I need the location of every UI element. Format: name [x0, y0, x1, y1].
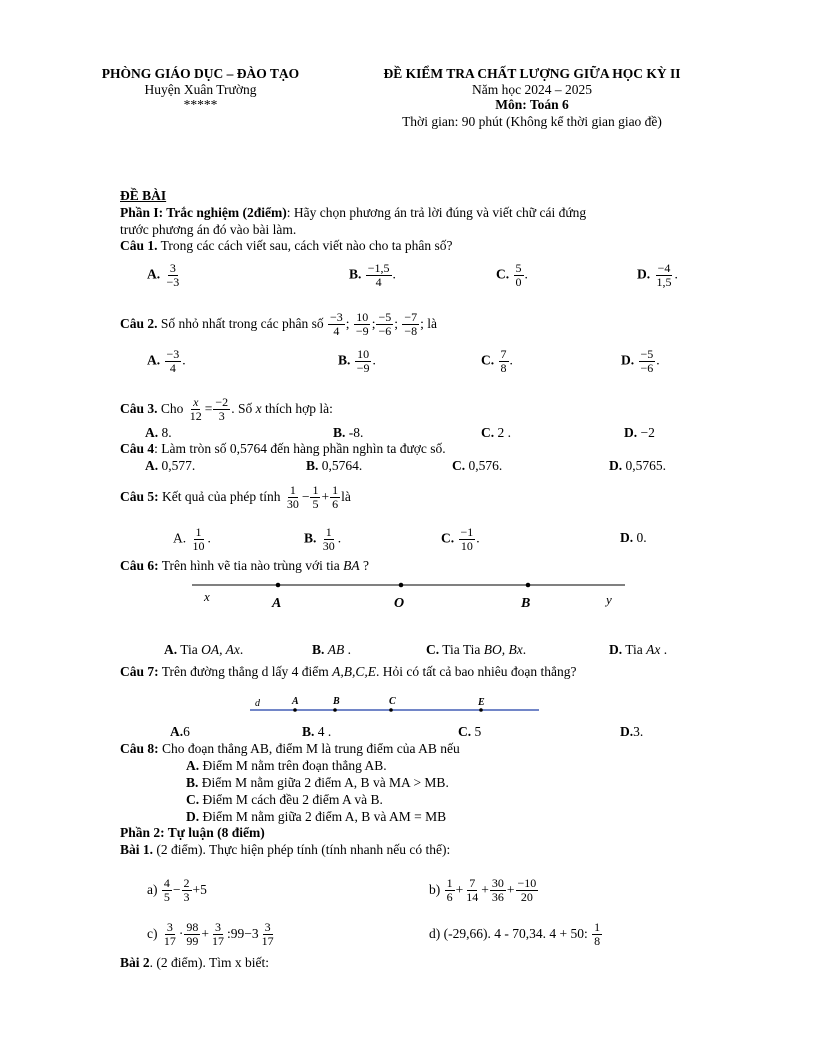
fraction	[310, 484, 320, 511]
header-left-line3: *****	[183, 97, 218, 112]
q3-stem	[120, 392, 333, 426]
q7-points: A,B,C,E	[332, 664, 376, 679]
den: 17	[212, 934, 224, 949]
q3-pre: Cho	[157, 401, 187, 416]
num: 30	[491, 876, 504, 891]
den: 6	[446, 890, 453, 905]
opt-label: D.	[609, 642, 623, 657]
point-b-label: B	[333, 696, 340, 707]
opt-label: B.	[338, 352, 351, 368]
header-left-line2: Huyện Xuân Trường	[144, 82, 257, 97]
den: −3	[166, 275, 180, 289]
num: 5	[515, 261, 522, 275]
opt-label: C.	[458, 724, 472, 739]
opt-label: B.	[333, 425, 346, 440]
fraction	[330, 484, 340, 511]
q1-label: Câu 1.	[120, 238, 158, 253]
opt-value: 2 .	[494, 425, 511, 440]
fraction	[402, 311, 419, 338]
opt-label: B.	[304, 530, 317, 546]
q3-option-c[interactable]	[481, 425, 511, 441]
q6-figure	[180, 574, 640, 614]
opt-label: C.	[481, 352, 495, 368]
opt-value: Tia	[622, 642, 647, 657]
q7-option-d[interactable]	[620, 724, 643, 740]
point-y-label: y	[606, 592, 612, 607]
opt-value: 5	[471, 724, 482, 739]
eq: =	[204, 401, 213, 416]
fraction	[655, 262, 674, 289]
den: 4	[375, 275, 382, 289]
fraction	[459, 526, 476, 553]
fraction	[499, 348, 509, 375]
q6-ray: BA	[343, 558, 360, 573]
num: 1	[312, 483, 319, 498]
part1-instr2: trước phương án đó vào bài làm.	[120, 222, 297, 237]
den: 4	[333, 324, 340, 339]
fraction	[182, 877, 192, 904]
q3-option-d[interactable]	[624, 425, 655, 441]
q2-option-d[interactable]: D. $\frac{-5}{-6}$ .	[621, 347, 660, 375]
opt-value: Tia	[177, 642, 202, 657]
opt-value: −2	[637, 425, 655, 440]
q3-text: . Số	[231, 401, 256, 416]
bai1-a: a) $\frac{4}{5}$ − $\frac{2}{3}$ +5	[147, 876, 207, 905]
den: 8	[594, 934, 601, 949]
fraction	[165, 262, 182, 289]
num: 1	[325, 525, 332, 539]
fraction	[321, 526, 337, 553]
den: −9	[356, 361, 370, 375]
den: 20	[520, 890, 533, 905]
q5-text: Kết quả của phép tính	[158, 489, 284, 504]
bai2-text: . (2 điểm). Tìm x biết:	[149, 955, 269, 970]
point-e-dot	[479, 708, 483, 712]
den: −6	[640, 361, 654, 375]
item-label: a)	[147, 882, 158, 897]
num: −10	[517, 876, 537, 891]
header-right-line4: Thời gian: 90 phút (Không kể thời gian giao đề)	[402, 114, 662, 129]
num: 10	[356, 310, 369, 325]
fraction	[376, 311, 393, 338]
num: 1	[332, 483, 339, 498]
num: 1	[289, 483, 296, 498]
header-right-line1: ĐỀ KIỂM TRA CHẤT LƯỢNG GIỮA HỌC KỲ II	[383, 66, 681, 81]
fraction	[639, 348, 656, 375]
q7-text: Trên đường thẳng d lấy 4 điểm	[158, 664, 333, 679]
num: 1	[594, 920, 601, 935]
point-b-label: B	[521, 596, 531, 611]
fraction	[165, 348, 182, 375]
num: −2	[215, 395, 229, 410]
q1-stem	[120, 238, 453, 254]
fraction	[464, 877, 480, 904]
fraction	[354, 311, 371, 338]
point-a-dot	[276, 583, 281, 588]
opt-value: Điểm M nằm trên đoạn thẳng AB.	[199, 758, 387, 773]
num: 2	[183, 876, 190, 891]
opt-value: 0,5764.	[318, 458, 363, 473]
opt-label: B.	[349, 266, 362, 282]
opt-label: A.	[147, 352, 161, 368]
q1-option-d[interactable]	[637, 262, 678, 289]
num: 3	[169, 261, 176, 275]
q2-tail: ; là	[420, 316, 438, 331]
den: 17	[163, 934, 176, 949]
opt-label: B.	[312, 642, 325, 657]
q2-stem: Câu 2. Số nhỏ nhất trong các phân số $\frac{-3}{4}$ ; $\frac{10}{-9}$ ; $\frac{-5}{-6}$ ; $\frac{-7}{-8}$ ; là	[120, 310, 438, 339]
num: 3	[166, 920, 173, 935]
fraction	[162, 877, 172, 904]
opt-label: A.	[173, 530, 187, 546]
num: −5	[640, 347, 654, 361]
point-e-label: E	[478, 697, 485, 708]
item-label: b)	[429, 882, 441, 897]
item-label: d)	[429, 926, 441, 941]
q8-option-b[interactable]	[186, 775, 449, 791]
opt-value: Điểm M nằm giữa 2 điểm A, B và AM = MB	[199, 809, 447, 824]
q5-option-c[interactable]: C. $\frac{-1}{10}$ .	[441, 525, 480, 553]
q6-q: ?	[359, 558, 370, 573]
den: 30	[322, 539, 335, 553]
c-mid: :99−3	[227, 926, 259, 941]
opt-label: A.	[170, 724, 184, 739]
opt-label: A.	[145, 458, 159, 473]
opt-value-math: AB	[327, 642, 345, 657]
num: −5	[378, 310, 392, 325]
fraction	[490, 877, 506, 904]
item-label: c)	[147, 926, 158, 941]
point-a-label: A	[292, 696, 299, 707]
fraction	[188, 396, 204, 423]
q1-option-c[interactable]	[496, 262, 528, 289]
opt-value: 3.	[633, 724, 644, 739]
opt-label: A.	[145, 425, 159, 440]
opt-value: Tia Tia	[439, 642, 484, 657]
bai1-d	[429, 917, 603, 951]
q1-option-b[interactable]	[349, 262, 396, 289]
q6-text: Trên hình vẽ tia nào trùng với tia	[158, 558, 344, 573]
num: −3	[329, 310, 343, 325]
q7-stem	[120, 664, 577, 680]
opt-label: D.	[621, 352, 635, 368]
q3-var: x	[255, 401, 262, 416]
num: 10	[357, 347, 370, 361]
fraction	[184, 921, 200, 948]
bai2-label: Bài 2	[120, 955, 150, 970]
opt-label: D.	[624, 425, 638, 440]
q7-option-a[interactable]	[170, 724, 190, 740]
q3-label: Câu 3.	[120, 401, 158, 416]
num: 7	[500, 347, 507, 361]
num: 7	[469, 876, 476, 891]
opt-value: 0,577.	[158, 458, 196, 473]
header-left-line1: PHÒNG GIÁO DỤC – ĐÀO TẠO	[101, 66, 300, 81]
part1-instr1: : Hãy chọn phương án trả lời đúng và viết chữ cái đứng	[286, 205, 587, 220]
bai1-stem	[120, 842, 450, 858]
suffix: .	[674, 266, 678, 282]
opt-value: 8.	[158, 425, 172, 440]
den: 99	[186, 934, 199, 949]
fraction	[162, 921, 178, 948]
den: 4	[169, 361, 176, 375]
den: −9	[355, 324, 369, 339]
den: 1,5	[656, 275, 672, 289]
fraction	[210, 921, 226, 948]
num: −3	[166, 347, 180, 361]
opt-value-math: OA, Ax	[201, 642, 240, 657]
opt-label: A.	[147, 266, 161, 282]
den: 12	[189, 409, 202, 424]
opt-value: 0,5765.	[622, 458, 666, 473]
opt-label: D.	[637, 266, 651, 282]
num: −1,5	[367, 261, 390, 275]
q8-stem	[120, 741, 460, 757]
q6-option-c[interactable]: C. Tia Tia BO, Bx.	[426, 642, 527, 657]
q8-label: Câu 8:	[120, 741, 159, 756]
part1-instruction	[120, 205, 586, 221]
den: 36	[491, 890, 504, 905]
q3-option-a[interactable]	[145, 425, 172, 441]
opt-label: D.	[620, 724, 634, 739]
bai1-c: c) $\frac{3}{17}$ · $\frac{98}{99}$ + $\frac{3}{17}$ :99−3 $\frac{3}{17}$	[147, 920, 274, 949]
q4-stem	[120, 441, 446, 457]
a-tail: +5	[192, 882, 207, 897]
den: 30	[286, 497, 299, 512]
q5-option-a[interactable]: A. $\frac{1}{10}$ .	[173, 525, 211, 553]
point-c-label: C	[389, 696, 396, 707]
opt-label: C.	[496, 266, 510, 282]
opt-label: A.	[164, 642, 178, 657]
num: 3	[215, 920, 221, 935]
num: 4	[163, 876, 170, 891]
q8-option-a[interactable]	[186, 758, 387, 774]
opt-label: B.	[186, 775, 199, 790]
q3-option-b[interactable]	[333, 425, 363, 441]
fraction	[366, 262, 392, 289]
point-x-label: x	[204, 589, 210, 604]
q7-figure	[248, 692, 548, 716]
q6-option-d[interactable]: D. Tia Ax .	[609, 642, 668, 657]
q6-option-a[interactable]: A. Tia OA, Ax.	[164, 642, 244, 657]
header-right-line3: Môn: Toán 6	[495, 97, 569, 112]
q2-option-b[interactable]: B. $\frac{10}{-9}$ .	[338, 347, 376, 375]
fraction	[191, 526, 207, 553]
q1-text: Trong các cách viết sau, cách viết nào cho ta phân số?	[157, 238, 453, 253]
bai1-label: Bài 1.	[120, 842, 154, 857]
q1-option-a[interactable]	[147, 262, 182, 289]
den: 8	[500, 361, 507, 375]
q7-label: Câu 7:	[120, 664, 159, 679]
fraction	[514, 262, 524, 289]
q4-label: Câu 4	[120, 441, 155, 456]
fraction	[260, 921, 276, 948]
fraction	[516, 877, 539, 904]
den: 3	[218, 409, 225, 424]
suffix: .	[392, 266, 396, 282]
q5-stem: Câu 5: Kết quả của phép tính $\frac{1}{30}$ − $\frac{1}{5}$ + $\frac{1}{6}$ là	[120, 483, 351, 512]
num: 98	[186, 920, 199, 935]
point-c-dot	[389, 708, 393, 712]
point-b-dot	[333, 708, 337, 712]
d-expr: (-29,66). 4 - 70,34. 4 + 50:	[440, 926, 592, 941]
q4-option-c[interactable]	[452, 458, 502, 474]
opt-value: 0.	[633, 530, 647, 545]
point-o-dot	[399, 583, 404, 588]
opt-label: D.	[186, 809, 200, 824]
line-d-label: d	[255, 698, 260, 709]
num: −1	[460, 525, 474, 539]
den: 3	[183, 890, 190, 905]
point-a-label: A	[272, 596, 282, 611]
fraction	[328, 311, 345, 338]
opt-label: B.	[302, 724, 315, 739]
opt-label: C.	[481, 425, 495, 440]
bai1-text: (2 điểm). Thực hiện phép tính (tính nhanh nếu có thể):	[153, 842, 451, 857]
q6-stem	[120, 558, 369, 574]
den: 5	[163, 890, 170, 905]
bai2-stem	[120, 955, 269, 971]
fraction	[355, 348, 372, 375]
part1-title: Phần I: Trắc nghiệm (2điểm)	[120, 205, 287, 220]
num: 3	[264, 920, 271, 935]
q7-text2: . Hỏi có tất cả bao nhiêu đoạn thẳng?	[375, 664, 577, 679]
q5-tail: là	[341, 489, 351, 504]
opt-value-math: Ax	[646, 642, 661, 657]
den: −6	[378, 324, 392, 339]
den: 5	[312, 497, 319, 512]
fraction	[445, 877, 455, 904]
num: −7	[404, 310, 418, 325]
point-o-label: O	[394, 596, 405, 611]
part2-title: Phần 2: Tự luận (8 điểm)	[120, 825, 265, 840]
opt-label: A.	[186, 758, 200, 773]
q5-label: Câu 5:	[120, 489, 159, 504]
q5-option-b[interactable]: B. $\frac{1}{30}$ .	[304, 525, 342, 553]
opt-label: D.	[620, 530, 634, 545]
den: 17	[261, 934, 274, 949]
q4-option-b[interactable]	[306, 458, 362, 474]
q3-text2: thích hợp là:	[261, 401, 333, 416]
den: −8	[404, 324, 418, 339]
opt-value: 4 .	[314, 724, 332, 739]
opt-value: Điểm M nằm giữa 2 điểm A, B và MA > MB.	[198, 775, 449, 790]
q8-option-d[interactable]	[186, 809, 446, 825]
num: 1	[195, 525, 202, 539]
num: 1	[446, 876, 453, 891]
opt-label: B.	[306, 458, 319, 473]
q2-option-a[interactable]: A. $\frac{-3}{4}$ .	[147, 347, 186, 375]
num: x	[193, 395, 199, 410]
point-a-dot	[293, 708, 297, 712]
fraction	[592, 921, 602, 948]
q4-option-a[interactable]	[145, 458, 195, 474]
q4-text: : Làm tròn số 0,5764 đến hàng phần nghìn ta được số.	[154, 441, 446, 456]
opt-label: D.	[609, 458, 623, 473]
opt-label: C.	[186, 792, 200, 807]
den: 0	[515, 275, 522, 289]
den: 14	[466, 890, 479, 905]
opt-value: -8.	[345, 425, 364, 440]
header-right-line2: Năm học 2024 – 2025	[472, 82, 592, 97]
q5-option-d[interactable]	[620, 530, 647, 546]
q8-option-c[interactable]	[186, 792, 383, 808]
fraction	[213, 396, 230, 423]
q7-option-b[interactable]	[302, 724, 331, 740]
den: 6	[332, 497, 339, 512]
bai1-b: b) $\frac{1}{6}$ + $\frac{7}{14}$ + $\frac{30}{36}$ + $\frac{-10}{20}$	[429, 876, 537, 905]
opt-value: 0,576.	[465, 458, 503, 473]
opt-label: C.	[452, 458, 466, 473]
fraction	[285, 484, 301, 511]
den: 10	[460, 539, 473, 553]
opt-label: C.	[426, 642, 440, 657]
q2-label: Câu 2.	[120, 316, 158, 331]
q2-option-c[interactable]: C. $\frac{7}{8}$ .	[481, 347, 513, 375]
point-b-dot	[526, 583, 531, 588]
suffix: .	[524, 266, 528, 282]
opt-value-math: BO, Bx	[483, 642, 523, 657]
opt-value: 6	[183, 724, 190, 739]
q6-label: Câu 6:	[120, 558, 159, 573]
num: −4	[657, 261, 671, 275]
q2-text: Số nhỏ nhất trong các phân số	[157, 316, 327, 331]
q7-option-c[interactable]	[458, 724, 481, 740]
opt-label: C.	[441, 530, 455, 546]
q8-text: Cho đoạn thẳng AB, điểm M là trung điểm của AB nếu	[158, 741, 460, 756]
exam-title: ĐỀ BÀI	[120, 188, 167, 203]
den: 10	[192, 539, 205, 553]
q4-option-d[interactable]	[609, 458, 666, 474]
q6-option-b[interactable]: B. AB .	[312, 642, 352, 657]
opt-value: Điểm M cách đều 2 điểm A và B.	[199, 792, 383, 807]
